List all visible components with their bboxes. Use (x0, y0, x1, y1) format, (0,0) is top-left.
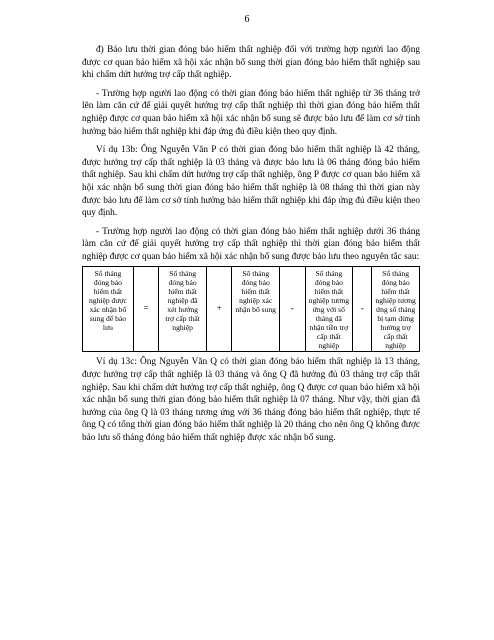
page-number: 6 (244, 14, 250, 25)
minus-operator: - (353, 266, 372, 352)
plus-operator: + (206, 266, 231, 352)
formula-term-supplement: Số tháng đóng bảo hiểm thất nghiệp xác nhận bổ sung (232, 266, 280, 352)
paragraph-example-13c: Ví dụ 13c: Ông Nguyễn Văn Q có thời gian đóng bảo hiểm thất nghiệp là 13 tháng, được hưởng trợ cấp thất nghiệp là 03 tháng và ông Q đã hưởng đủ 03 tháng trợ cấp thất nghiệp. Sau khi chấm dứt hưởng trợ cấp thất nghiệp, ông Q được cơ quan bảo hiểm xã hội xác nhận bổ sung thời gian đóng bảo hiểm thất nghiệp là 07 tháng. Như vậy, thời gian đã hưởng của ông Q là 03 tháng tương ứng với 36 tháng đóng bảo hiểm thất nghiệp, thực tế ông Q có tổng thời gian đóng bảo hiểm thất nghiệp là 20 tháng cho nên ông Q không được bảo lưu số tháng đóng bảo hiểm thất nghiệp được xác nhận bổ sung. (82, 357, 420, 443)
paragraph-36-months-or-more: - Trường hợp người lao động có thời gian đóng bảo hiểm thất nghiệp từ 36 tháng trở lên làm căn cứ để giải quyết hưởng trợ cấp thất nghiệp thì thời gian đóng bảo hiểm thất nghiệp được cơ quan bảo hiểm xã hội xác nhận bổ sung sẽ được bảo lưu để làm cơ sở tính hưởng bảo hiểm thất nghiệp khi đáp ứng đủ điều kiện theo quy định. (82, 88, 420, 137)
formula-result-cell: Số tháng đóng bảo hiểm thất nghiệp được xác nhận bổ sung để bảo lưu (83, 266, 134, 352)
paragraph-retention-rule: đ) Bảo lưu thời gian đóng bảo hiểm thất nghiệp đối với trường hợp người lao động được cơ quan bảo hiểm xã hội xác nhận bổ sung thời gian đóng bảo hiểm thất nghiệp sau khi chấm dứt hưởng trợ cấp thất nghiệp. (82, 45, 420, 81)
paragraph-example-13b: Ví dụ 13b: Ông Nguyễn Văn P có thời gian đóng bảo hiểm thất nghiệp là 42 tháng, được hưởng trợ cấp thất nghiệp là 03 tháng và được bảo lưu là 06 tháng đóng bảo hiểm thất nghiệp. Sau khi chấm dứt hưởng trợ cấp thất nghiệp, ông P được cơ quan bảo hiểm xã hội xác nhận bổ sung thời gian đóng bảo hiểm thất nghiệp là 08 tháng thì thời gian này được bảo lưu để làm cơ sở tính hưởng bảo hiểm thất nghiệp khi đáp ứng đủ điều kiện theo quy định. (82, 145, 420, 219)
formula-row (83, 266, 420, 352)
document-body (82, 44, 420, 451)
retention-formula-table (82, 266, 420, 353)
minus-operator: - (280, 266, 305, 352)
equals-operator: = (133, 266, 158, 352)
formula-term-considered: Số tháng đóng bảo hiểm thất nghiệp đã xét hưởng trợ cấp thất nghiệp (159, 266, 207, 352)
formula-term-suspended: Số tháng đóng bảo hiểm thất nghiệp tương ứng số tháng bị tạm dừng hưởng trợ cấp thất nghiệp (372, 266, 420, 352)
paragraph-under-36-months: - Trường hợp người lao động có thời gian đóng bảo hiểm thất nghiệp dưới 36 tháng làm căn cứ để giải quyết hưởng trợ cấp thất nghiệp thì thời gian đóng bảo hiểm thất nghiệp được cơ quan bảo hiểm xã hội xác nhận bổ sung được bảo lưu theo nguyên tắc sau: (82, 226, 420, 262)
formula-term-received: Số tháng đóng bảo hiểm thất nghiệp tương ứng với số tháng đã nhận tiền trợ cấp thất nghiệp (305, 266, 353, 352)
